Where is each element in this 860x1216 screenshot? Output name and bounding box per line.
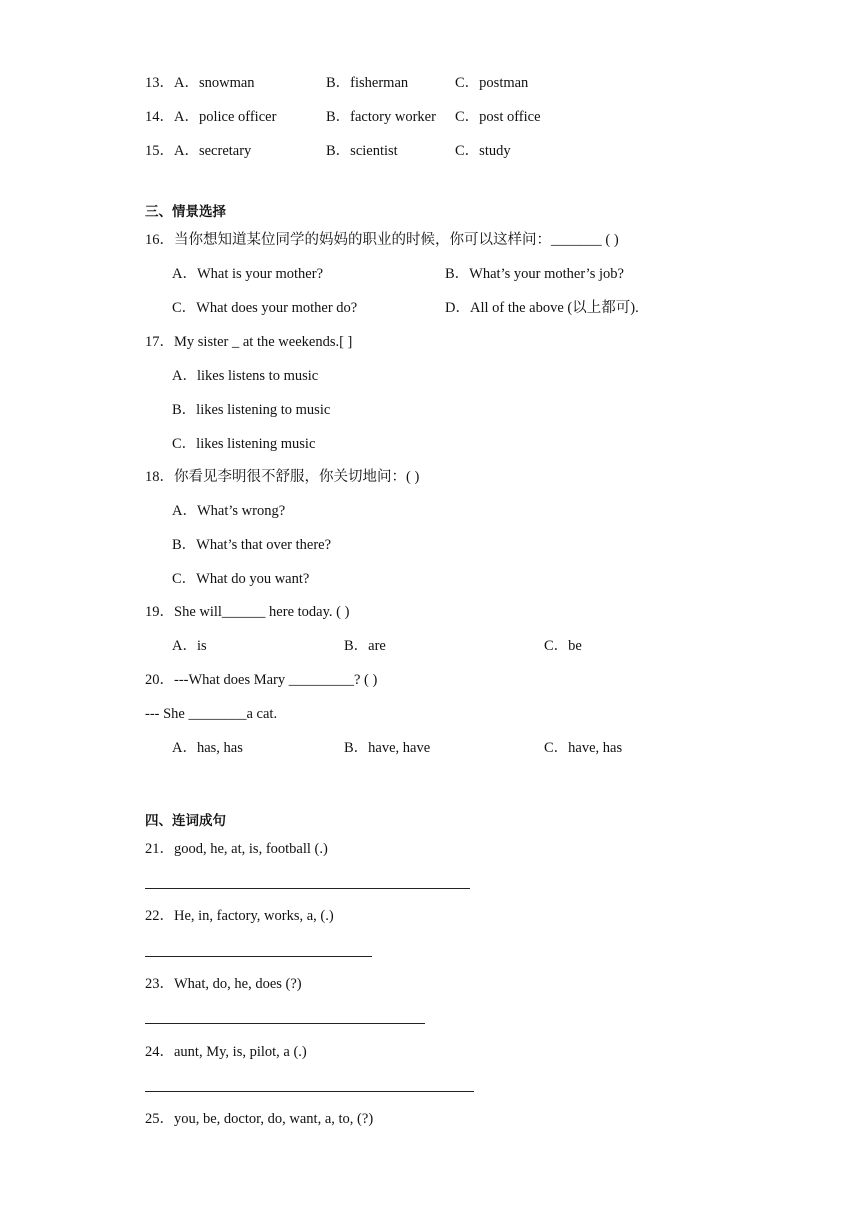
question-number: 13． bbox=[145, 75, 174, 91]
option-b: B．fisherman bbox=[326, 75, 409, 91]
question-19-text: 19．She will______ here today. ( ) bbox=[145, 604, 350, 620]
question-16-text: 16．当你想知道某位同学的妈妈的职业的时候，你可以这样问：_______ ( ) bbox=[145, 232, 619, 248]
question-24-text: 24．aunt, My, is, pilot, a (.) bbox=[145, 1044, 307, 1060]
question-25-text: 25．you, be, doctor, do, want, a, to, (?) bbox=[145, 1111, 374, 1127]
question-16-option-c[interactable]: C．What does your mother do? bbox=[172, 300, 358, 316]
question-number: 15． bbox=[145, 143, 174, 159]
question-20-option-b[interactable]: B．have, have bbox=[344, 740, 431, 756]
question-17-option-c[interactable]: C．likes listening music bbox=[172, 436, 316, 452]
question-18-option-b[interactable]: B．What’s that over there? bbox=[172, 537, 332, 553]
question-17-text: 17．My sister _ at the weekends.[ ] bbox=[145, 334, 353, 350]
question-17-option-a[interactable]: A．likes listens to music bbox=[172, 368, 319, 384]
question-17-option-b[interactable]: B．likes listening to music bbox=[172, 402, 331, 418]
option-b: B．scientist bbox=[326, 143, 398, 159]
option-a: A．snowman bbox=[174, 75, 255, 91]
option-a: A．police officer bbox=[174, 109, 277, 125]
answer-line-22[interactable] bbox=[145, 956, 372, 957]
section-3-title: 三、情景选择 bbox=[145, 204, 226, 220]
answer-line-23[interactable] bbox=[145, 1023, 425, 1024]
question-19-option-c[interactable]: C．be bbox=[544, 638, 582, 654]
answer-line-21[interactable] bbox=[145, 888, 470, 889]
option-c: C．post office bbox=[455, 109, 541, 125]
question-20-text: 20．---What does Mary _________? ( ) bbox=[145, 672, 378, 688]
question-18-option-c[interactable]: C．What do you want? bbox=[172, 571, 310, 587]
option-a: A．secretary bbox=[174, 143, 252, 159]
question-20-option-a[interactable]: A．has, has bbox=[172, 740, 243, 756]
question-19-option-a[interactable]: A．is bbox=[172, 638, 207, 654]
question-16-option-a[interactable]: A．What is your mother? bbox=[172, 266, 324, 282]
question-22-text: 22．He, in, factory, works, a, (.) bbox=[145, 908, 334, 924]
answer-line-24[interactable] bbox=[145, 1091, 474, 1092]
question-16-option-b[interactable]: B．What’s your mother’s job? bbox=[445, 266, 624, 282]
question-16-option-d[interactable]: D．All of the above (以上都可). bbox=[445, 300, 639, 316]
question-19-option-b[interactable]: B．are bbox=[344, 638, 386, 654]
option-c: C．study bbox=[455, 143, 511, 159]
option-c: C．postman bbox=[455, 75, 529, 91]
question-20-text-2: --- She ________a cat. bbox=[145, 706, 278, 722]
question-18-text: 18．你看见李明很不舒服，你关切地问：( ) bbox=[145, 469, 420, 485]
section-4-title: 四、连词成句 bbox=[145, 813, 226, 829]
question-18-option-a[interactable]: A．What’s wrong? bbox=[172, 503, 286, 519]
option-b: B．factory worker bbox=[326, 109, 436, 125]
question-23-text: 23．What, do, he, does (?) bbox=[145, 976, 302, 992]
question-20-option-c[interactable]: C．have, has bbox=[544, 740, 623, 756]
question-21-text: 21．good, he, at, is, football (.) bbox=[145, 841, 328, 857]
question-number: 14． bbox=[145, 109, 174, 125]
